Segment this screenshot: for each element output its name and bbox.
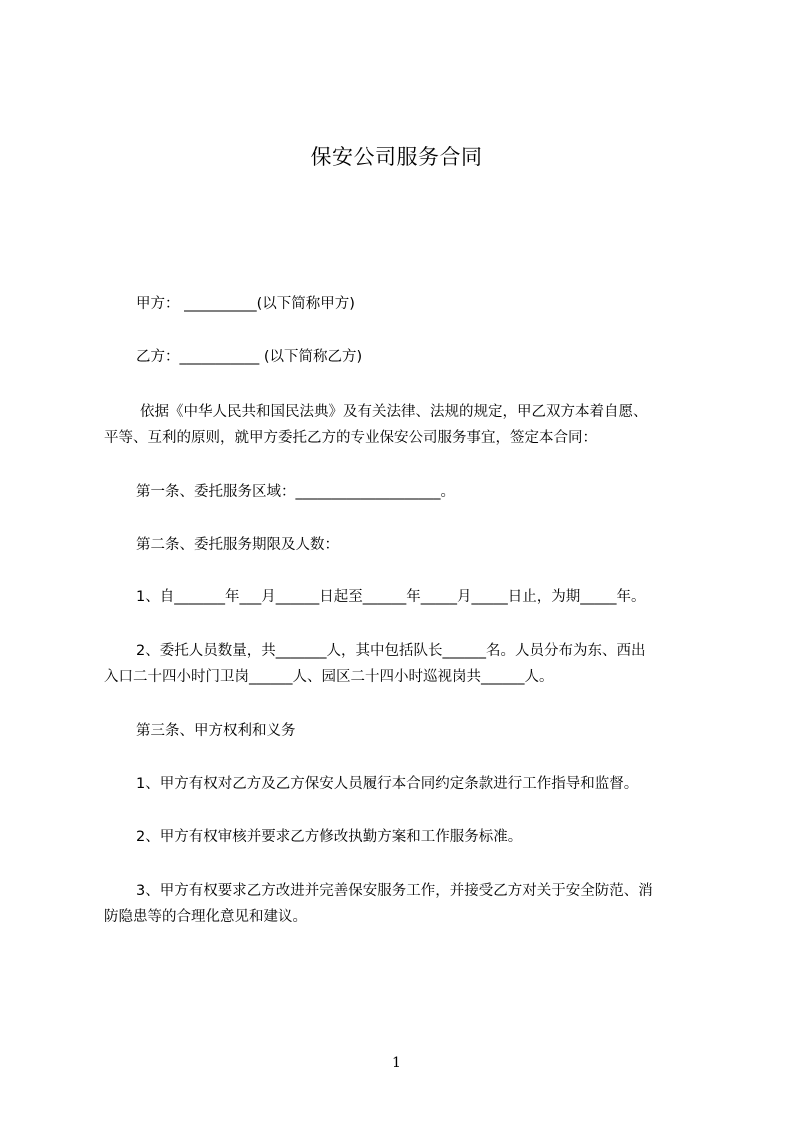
article-2-item-2-line-1: 2、委托人员数量，共_______人，其中包括队长______名。人员分布为东、西出 xyxy=(136,643,646,659)
article-3-item-3-line-2: 防隐患等的合理化意见和建议。 xyxy=(104,909,307,925)
article-3-item-3-line-1: 3、甲方有权要求乙方改进并完善保安服务工作，并接受乙方对关于安全防范、消 xyxy=(136,883,653,899)
article-2-item-1: 1、自_______年___月______日起至______年_____月_____日止，为期_____年。 xyxy=(136,589,646,605)
article-3-item-2: 2、甲方有权审核并要求乙方修改执勤方案和工作服务标准。 xyxy=(136,829,523,845)
article-1: 第一条、委托服务区域：____________________。 xyxy=(136,484,455,500)
preamble-line-2: 平等、互利的原则，就甲方委托乙方的专业保安公司服务事宜，签定本合同： xyxy=(104,430,597,446)
page-number: 1 xyxy=(392,1055,401,1071)
article-2-item-2-line-2: 入口二十四小时门卫岗______人、园区二十四小时巡视岗共______人。 xyxy=(104,669,554,685)
article-3-heading: 第三条、甲方权利和义务 xyxy=(136,723,296,739)
article-3-item-1: 1、甲方有权对乙方及乙方保安人员履行本合同约定条款进行工作指导和监督。 xyxy=(136,776,639,792)
party-b-line: 乙方：___________ (以下简称乙方) xyxy=(136,349,363,365)
document-title: 保安公司服务合同 xyxy=(310,145,483,169)
article-2-heading: 第二条、委托服务期限及人数： xyxy=(136,537,339,553)
preamble-line-1: 依据《中华人民共和国民法典》及有关法律、法规的规定，甲乙双方本着自愿、 xyxy=(140,404,648,420)
party-a-line: 甲方： __________(以下简称甲方) xyxy=(136,296,355,312)
